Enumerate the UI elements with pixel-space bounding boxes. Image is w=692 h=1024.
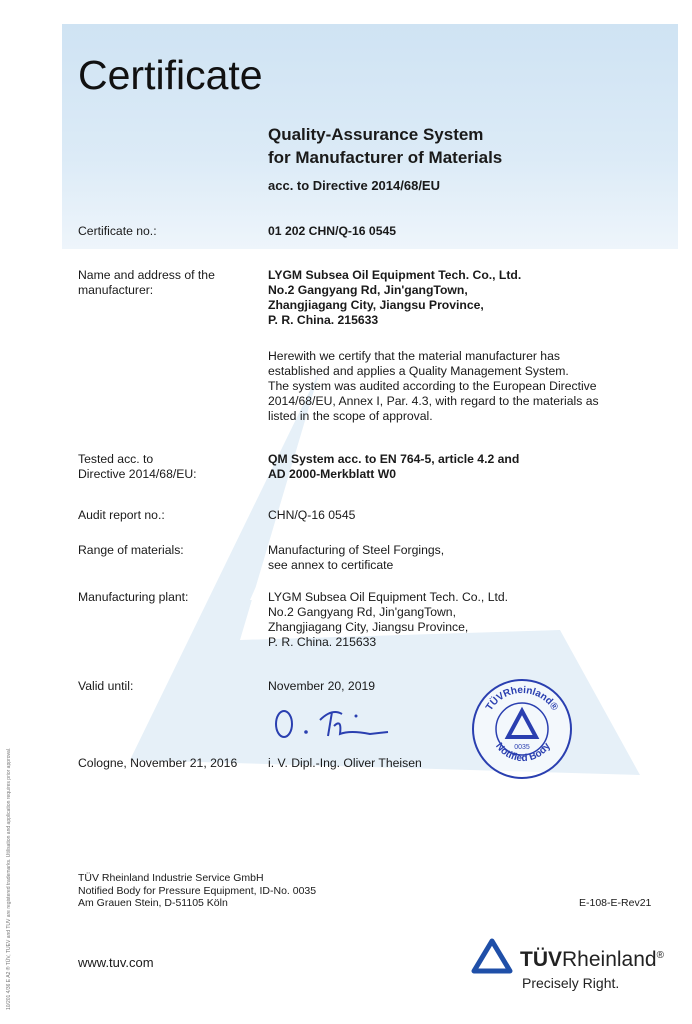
brand-rest: Rheinland — [562, 948, 657, 971]
tested-line: AD 2000-Merkblatt W0 — [268, 467, 397, 481]
tagline: Precisely Right. — [522, 975, 620, 991]
tested-label — [78, 452, 197, 482]
footer-line: Am Grauen Stein, D-51105 Köln — [78, 897, 228, 909]
tested-line: QM System acc. to EN 764-5, article 4.2 and — [268, 452, 520, 466]
svg-text:Notified Body: Notified Body — [493, 740, 553, 765]
manufacturer-label-line: Name and address of the — [78, 268, 215, 282]
manufacturer-address — [268, 268, 521, 328]
range-of-materials — [268, 543, 444, 573]
page-title: Certificate — [78, 52, 263, 98]
tested-label-line: Directive 2014/68/EU: — [78, 467, 197, 481]
brand-registered: ® — [656, 950, 664, 961]
subtitle-line2: for Manufacturer of Materials — [268, 148, 503, 167]
statement-line: Herewith we certify that the material manufacturer has — [268, 349, 560, 363]
plant-line: P. R. China. 215633 — [268, 635, 377, 649]
signatory: i. V. Dipl.-Ing. Oliver Theisen — [268, 756, 422, 770]
svg-text:TÜVRheinland®: TÜVRheinland® — [484, 684, 560, 713]
address-line: No.2 Gangyang Rd, Jin'gangTown, — [268, 283, 468, 297]
range-line: see annex to certificate — [268, 558, 394, 572]
address-line: LYGM Subsea Oil Equipment Tech. Co., Ltd. — [268, 268, 522, 282]
cert-no: 01 202 CHN/Q-16 0545 — [268, 224, 397, 238]
footer-line: Notified Body for Pressure Equipment, ID-No. 0035 — [78, 884, 317, 897]
signature — [270, 700, 390, 745]
range-label: Range of materials: — [78, 543, 184, 557]
valid-until: November 20, 2019 — [268, 679, 376, 693]
statement-line: 2014/68/EU, Annex I, Par. 4.3, with regard to the materials as — [268, 394, 599, 408]
tested-standard — [268, 452, 519, 482]
tested-label-line: Tested acc. to — [78, 452, 154, 466]
plant-line: Zhangjiagang City, Jiangsu Province, — [268, 620, 469, 634]
audit-label: Audit report no.: — [78, 508, 165, 522]
manufacturer-label — [78, 268, 215, 298]
valid-label: Valid until: — [78, 679, 134, 693]
statement-line: The system was audited according to the European Directive — [268, 379, 597, 393]
manufacturing-plant — [268, 590, 508, 650]
place-date: Cologne, November 21, 2016 — [78, 756, 238, 770]
svg-text:0035: 0035 — [514, 744, 530, 751]
address-line: P. R. China. 215633 — [268, 313, 379, 327]
cert-no-label: Certificate no.: — [78, 224, 157, 238]
brand-bold: TÜV — [520, 948, 562, 971]
website-link[interactable]: www.tuv.com — [78, 955, 154, 970]
footer-address — [78, 872, 316, 910]
address-line: Zhangjiagang City, Jiangsu Province, — [268, 298, 484, 312]
plant-line: No.2 Gangyang Rd, Jin'gangTown, — [268, 605, 456, 619]
audit-report-no: CHN/Q-16 0545 — [268, 508, 356, 522]
side-note: 10/201 4/36 E A2 ® TÜV, TUEV and TUV are registered trademarks. Utilisation and application requires prior approval. — [6, 747, 12, 1010]
tuv-triangle-logo-icon — [470, 938, 514, 976]
tuv-stamp — [470, 677, 574, 781]
certification-statement — [268, 349, 599, 424]
footer-line: TÜV Rheinland Industrie Service GmbH — [78, 872, 264, 884]
manufacturer-label-line: manufacturer: — [78, 283, 154, 297]
plant-label: Manufacturing plant: — [78, 590, 189, 604]
statement-line: listed in the scope of approval. — [268, 409, 433, 423]
range-line: Manufacturing of Steel Forgings, — [268, 543, 445, 557]
directive: acc. to Directive 2014/68/EU — [268, 178, 440, 193]
subtitle-line1: Quality-Assurance System — [268, 125, 484, 144]
brand-name — [520, 948, 664, 972]
form-code: E-108-E-Rev21 — [579, 897, 652, 909]
statement-line: established and applies a Quality Management System. — [268, 364, 569, 378]
plant-line: LYGM Subsea Oil Equipment Tech. Co., Ltd. — [268, 590, 509, 604]
